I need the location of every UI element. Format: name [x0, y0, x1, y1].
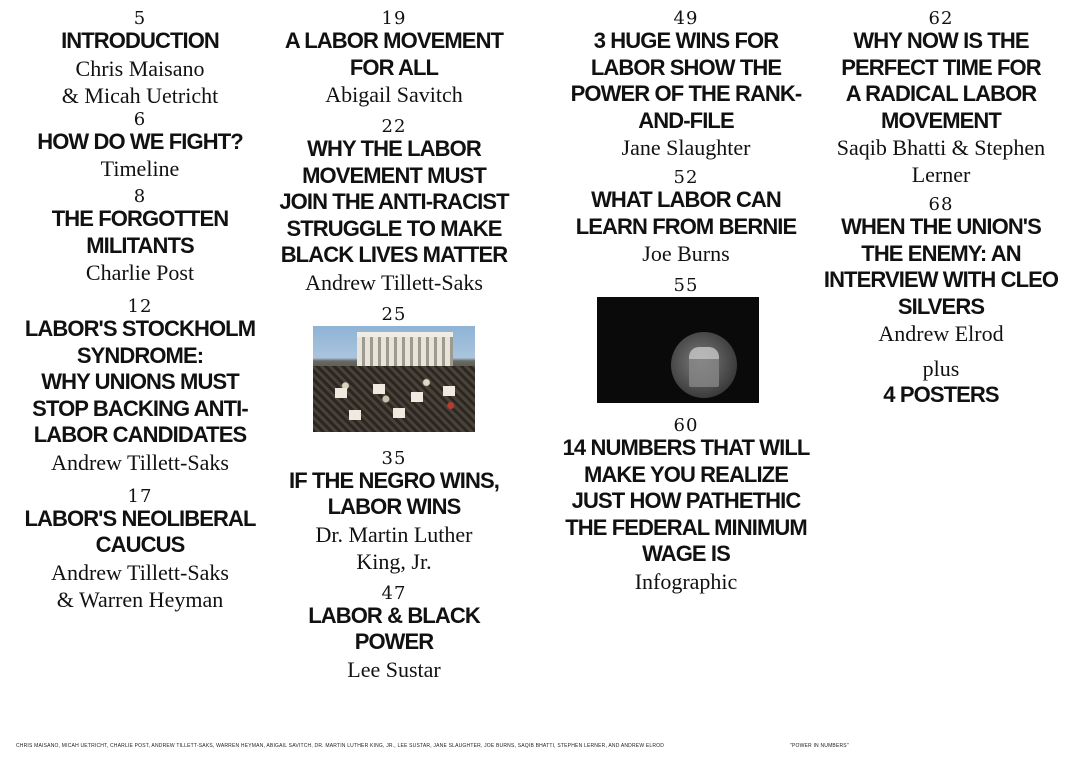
page-number: 25 — [381, 303, 407, 325]
article-title: WHY THE LABOR MOVEMENT MUST JOIN THE ANTI-RACIST STRUGGLE TO MAKE BLACK LIVES MATTER — [279, 136, 509, 267]
page-number: 5 — [133, 8, 147, 29]
article-title: LABOR & BLACK POWER — [308, 602, 480, 654]
article-title: HOW DO WE FIGHT? — [37, 128, 243, 154]
article-author: Dr. Martin Luther King, Jr. — [315, 521, 473, 574]
article-title: WHY NOW IS THE PERFECT TIME FOR A RADICAL LABOR MOVEMENT — [841, 28, 1041, 133]
toc-entry[interactable] — [272, 447, 516, 575]
toc-column-4 — [816, 10, 1066, 409]
page-number: 60 — [673, 415, 699, 436]
toc-entry-photo[interactable] — [556, 277, 816, 403]
page-number: 52 — [673, 167, 699, 188]
article-title: WHEN THE UNION'S THE ENEMY: AN INTERVIEW WITH CLEO SILVERS — [823, 214, 1059, 319]
article-title: IF THE NEGRO WINS, LABOR WINS — [289, 467, 499, 519]
contributors-credit-line: CHRIS MAISANO, MICAH UETRICHT, CHARLIE POST, ANDREW TILLETT-SAKS, WARREN HEYMAN, ABIGAIL SAVITCH, DR. MARTIN LUTHER KING, JR., LEE SUSTAR, JANE SLAUGHTER, JOE BURNS, SAQIB BHATTI, STEPHEN LERNER, AND ANDREW ELROD — [16, 743, 665, 749]
article-author: Saqib Bhatti & Stephen Lerner — [836, 135, 1046, 187]
toc-entry[interactable] — [272, 582, 516, 683]
article-author: Chris Maisano & Micah Uetricht — [61, 55, 219, 108]
toc-entry[interactable] — [14, 298, 266, 476]
toc-entry[interactable] — [14, 188, 266, 286]
toc-entry-photo[interactable] — [272, 303, 516, 432]
page-number: 47 — [381, 582, 407, 604]
toc-column-1 — [14, 10, 266, 613]
page-number: 12 — [127, 296, 153, 317]
page-number: 62 — [928, 8, 954, 29]
article-author: Andrew Tillett-Saks & Warren Heyman — [51, 559, 229, 612]
article-title: 14 NUMBERS THAT WILL MAKE YOU REALIZE JUST HOW PATHETHIC THE FEDERAL MINIMUM WAGE IS — [562, 435, 810, 566]
toc-entry-plus[interactable] — [816, 355, 1066, 409]
article-title: 3 HUGE WINS FOR LABOR SHOW THE POWER OF THE RANK- AND-FILE — [570, 28, 802, 133]
article-author: Charlie Post — [85, 260, 195, 285]
archival-film-still — [597, 297, 759, 403]
toc-column-2 — [272, 10, 516, 683]
issue-title-footer: "POWER IN NUMBERS" — [790, 743, 849, 749]
plus-label: plus — [922, 356, 960, 381]
toc-entry[interactable] — [272, 10, 516, 108]
page-number: 35 — [381, 447, 407, 469]
article-author: Andrew Elrod — [878, 321, 1004, 346]
march-on-washington-photo — [313, 326, 475, 432]
toc-entry[interactable] — [556, 10, 816, 161]
page-number: 68 — [928, 194, 954, 215]
page-number: 49 — [673, 8, 699, 29]
toc-entry[interactable] — [816, 10, 1066, 188]
article-title: LABOR'S NEOLIBERAL CAUCUS — [24, 505, 256, 557]
article-title: WHAT LABOR CAN LEARN FROM BERNIE — [575, 187, 797, 239]
article-author: Jane Slaughter — [621, 135, 751, 160]
article-title: LABOR'S STOCKHOLM SYNDROME: WHY UNIONS MUST STOP BACKING ANTI- LABOR CANDIDATES — [24, 316, 256, 447]
page-number: 17 — [127, 485, 153, 507]
toc-entry[interactable] — [816, 196, 1066, 347]
article-title: THE FORGOTTEN MILITANTS — [51, 206, 229, 258]
page-number: 55 — [673, 275, 699, 296]
article-author: Abigail Savitch — [325, 82, 463, 107]
page-number: 19 — [381, 8, 407, 29]
page-number: 22 — [381, 116, 407, 137]
article-author: Timeline — [100, 156, 180, 181]
page-number: 8 — [133, 186, 147, 207]
page-number: 6 — [133, 108, 147, 130]
article-author: Joe Burns — [642, 241, 730, 266]
toc-entry[interactable] — [272, 118, 516, 296]
toc-entry[interactable] — [14, 485, 266, 613]
toc-entry[interactable] — [556, 417, 816, 595]
toc-entry[interactable] — [556, 169, 816, 267]
article-title: INTRODUCTION — [61, 28, 219, 53]
article-author: Infographic — [634, 568, 738, 594]
posters-title: 4 POSTERS — [883, 382, 999, 407]
toc-column-3 — [556, 10, 816, 595]
article-author: Lee Sustar — [347, 656, 441, 682]
article-author: Andrew Tillett-Saks — [51, 449, 229, 475]
toc-entry[interactable] — [14, 10, 266, 109]
toc-entry[interactable] — [14, 108, 266, 183]
article-title: A LABOR MOVEMENT FOR ALL — [284, 28, 504, 80]
article-author: Andrew Tillett-Saks — [305, 269, 483, 295]
